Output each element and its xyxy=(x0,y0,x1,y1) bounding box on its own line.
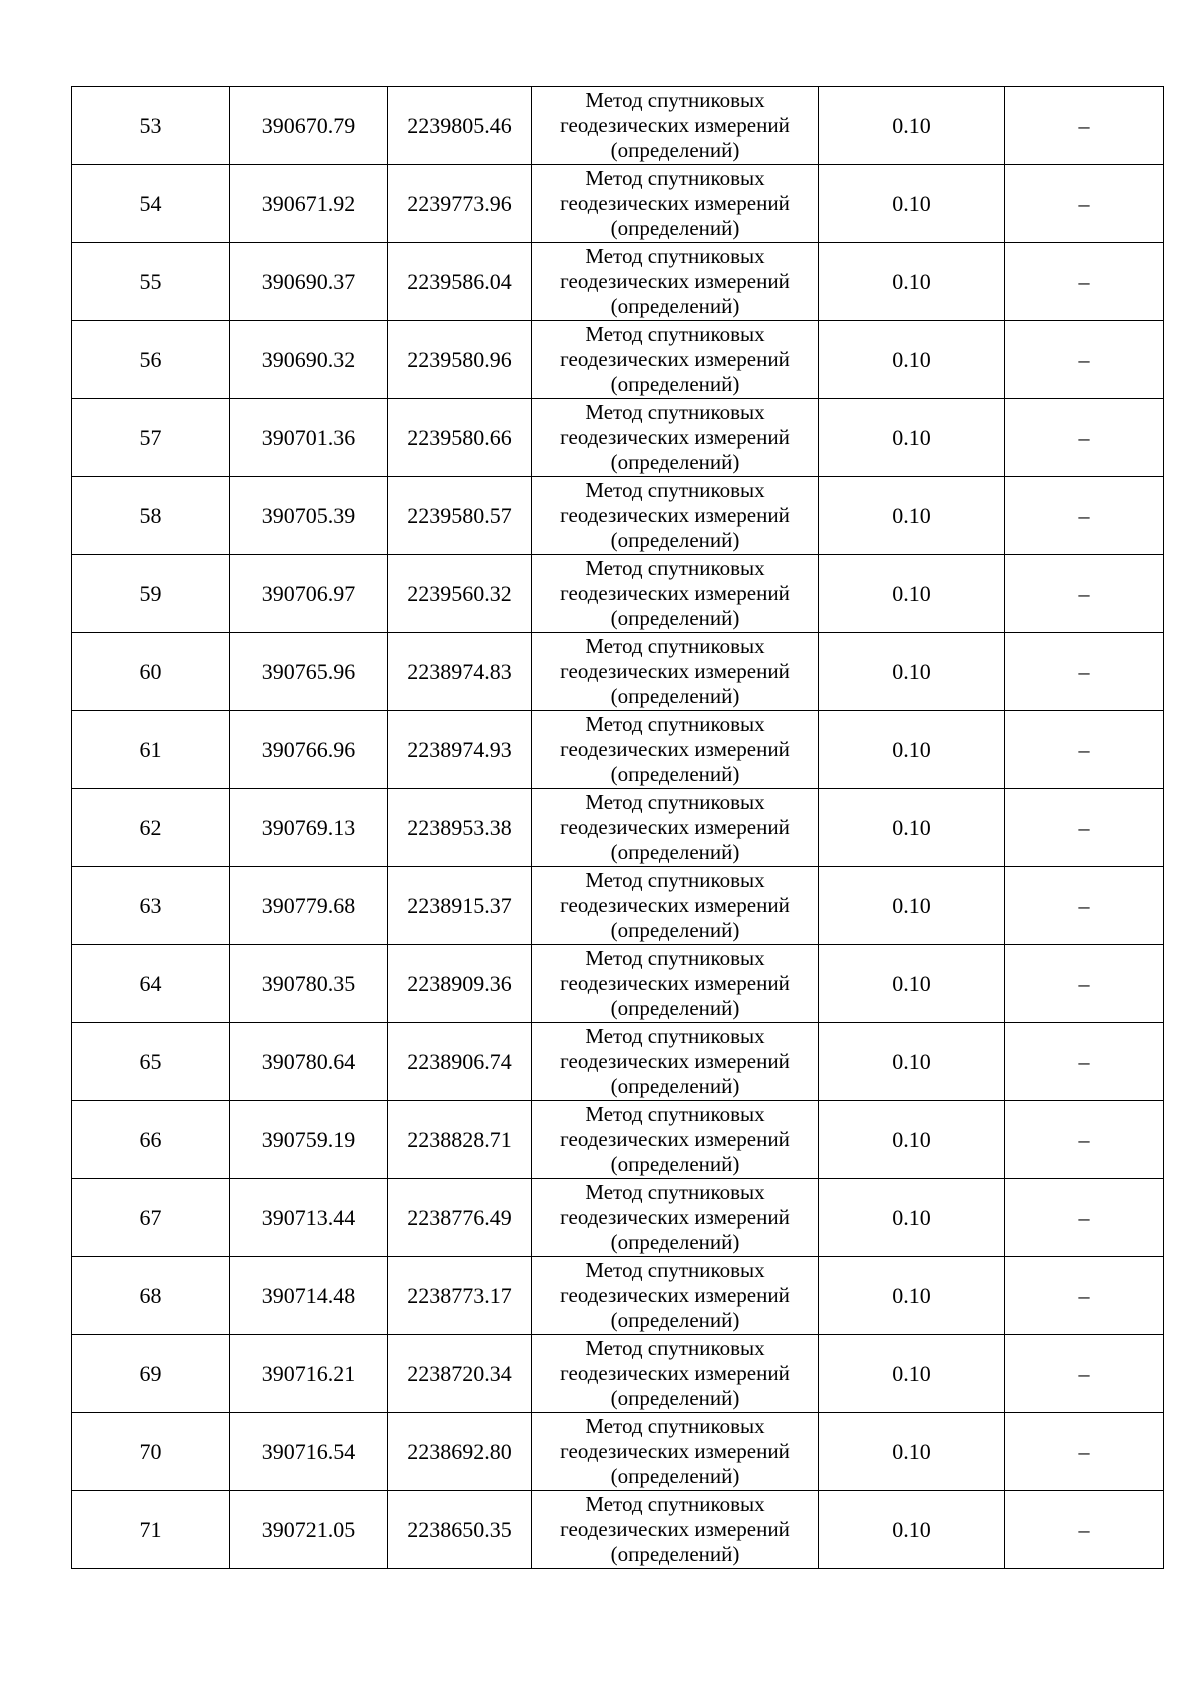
table-row xyxy=(72,867,1164,945)
note-cell: – xyxy=(1005,1023,1164,1101)
x-coordinate-cell: 390780.35 xyxy=(230,945,388,1023)
accuracy-cell: 0.10 xyxy=(819,1413,1005,1491)
table-row xyxy=(72,1023,1164,1101)
x-coordinate-cell: 390769.13 xyxy=(230,789,388,867)
note-cell: – xyxy=(1005,555,1164,633)
table-row xyxy=(72,1179,1164,1257)
x-coordinate-cell: 390759.19 xyxy=(230,1101,388,1179)
y-coordinate-cell: 2239805.46 xyxy=(388,87,532,165)
point-number-cell: 71 xyxy=(72,1491,230,1569)
x-coordinate-cell: 390766.96 xyxy=(230,711,388,789)
method-cell: Метод спутниковых геодезических измерений (определений) xyxy=(532,399,819,477)
x-coordinate-cell: 390706.97 xyxy=(230,555,388,633)
y-coordinate-cell: 2238906.74 xyxy=(388,1023,532,1101)
method-cell: Метод спутниковых геодезических измерений (определений) xyxy=(532,1413,819,1491)
table-row xyxy=(72,555,1164,633)
x-coordinate-cell: 390705.39 xyxy=(230,477,388,555)
accuracy-cell: 0.10 xyxy=(819,633,1005,711)
note-cell: – xyxy=(1005,399,1164,477)
note-cell: – xyxy=(1005,1179,1164,1257)
accuracy-cell: 0.10 xyxy=(819,945,1005,1023)
coordinates-table-body xyxy=(72,87,1164,1569)
accuracy-cell: 0.10 xyxy=(819,87,1005,165)
y-coordinate-cell: 2238776.49 xyxy=(388,1179,532,1257)
point-number-cell: 69 xyxy=(72,1335,230,1413)
point-number-cell: 62 xyxy=(72,789,230,867)
x-coordinate-cell: 390716.54 xyxy=(230,1413,388,1491)
accuracy-cell: 0.10 xyxy=(819,321,1005,399)
table-row xyxy=(72,1257,1164,1335)
table-row xyxy=(72,1491,1164,1569)
y-coordinate-cell: 2238915.37 xyxy=(388,867,532,945)
table-row xyxy=(72,1413,1164,1491)
x-coordinate-cell: 390670.79 xyxy=(230,87,388,165)
x-coordinate-cell: 390716.21 xyxy=(230,1335,388,1413)
point-number-cell: 56 xyxy=(72,321,230,399)
y-coordinate-cell: 2239560.32 xyxy=(388,555,532,633)
x-coordinate-cell: 390671.92 xyxy=(230,165,388,243)
point-number-cell: 59 xyxy=(72,555,230,633)
method-cell: Метод спутниковых геодезических измерений (определений) xyxy=(532,945,819,1023)
point-number-cell: 63 xyxy=(72,867,230,945)
x-coordinate-cell: 390714.48 xyxy=(230,1257,388,1335)
note-cell: – xyxy=(1005,87,1164,165)
method-cell: Метод спутниковых геодезических измерений (определений) xyxy=(532,867,819,945)
accuracy-cell: 0.10 xyxy=(819,1491,1005,1569)
method-cell: Метод спутниковых геодезических измерений (определений) xyxy=(532,165,819,243)
x-coordinate-cell: 390690.37 xyxy=(230,243,388,321)
x-coordinate-cell: 390721.05 xyxy=(230,1491,388,1569)
x-coordinate-cell: 390765.96 xyxy=(230,633,388,711)
accuracy-cell: 0.10 xyxy=(819,555,1005,633)
method-cell: Метод спутниковых геодезических измерений (определений) xyxy=(532,87,819,165)
method-cell: Метод спутниковых геодезических измерений (определений) xyxy=(532,1023,819,1101)
accuracy-cell: 0.10 xyxy=(819,1335,1005,1413)
accuracy-cell: 0.10 xyxy=(819,1023,1005,1101)
point-number-cell: 54 xyxy=(72,165,230,243)
note-cell: – xyxy=(1005,867,1164,945)
method-cell: Метод спутниковых геодезических измерений (определений) xyxy=(532,1257,819,1335)
y-coordinate-cell: 2238720.34 xyxy=(388,1335,532,1413)
accuracy-cell: 0.10 xyxy=(819,711,1005,789)
method-cell: Метод спутниковых геодезических измерений (определений) xyxy=(532,711,819,789)
y-coordinate-cell: 2238974.93 xyxy=(388,711,532,789)
table-row xyxy=(72,789,1164,867)
table-row xyxy=(72,399,1164,477)
y-coordinate-cell: 2239586.04 xyxy=(388,243,532,321)
note-cell: – xyxy=(1005,477,1164,555)
method-cell: Метод спутниковых геодезических измерений (определений) xyxy=(532,1335,819,1413)
accuracy-cell: 0.10 xyxy=(819,1101,1005,1179)
y-coordinate-cell: 2238692.80 xyxy=(388,1413,532,1491)
note-cell: – xyxy=(1005,321,1164,399)
x-coordinate-cell: 390690.32 xyxy=(230,321,388,399)
y-coordinate-cell: 2239773.96 xyxy=(388,165,532,243)
table-row xyxy=(72,243,1164,321)
method-cell: Метод спутниковых геодезических измерений (определений) xyxy=(532,633,819,711)
table-row xyxy=(72,321,1164,399)
note-cell: – xyxy=(1005,1491,1164,1569)
table-row xyxy=(72,633,1164,711)
method-cell: Метод спутниковых геодезических измерений (определений) xyxy=(532,1179,819,1257)
table-row xyxy=(72,945,1164,1023)
accuracy-cell: 0.10 xyxy=(819,867,1005,945)
point-number-cell: 68 xyxy=(72,1257,230,1335)
point-number-cell: 60 xyxy=(72,633,230,711)
table-row xyxy=(72,165,1164,243)
note-cell: – xyxy=(1005,243,1164,321)
method-cell: Метод спутниковых геодезических измерений (определений) xyxy=(532,477,819,555)
x-coordinate-cell: 390701.36 xyxy=(230,399,388,477)
accuracy-cell: 0.10 xyxy=(819,165,1005,243)
y-coordinate-cell: 2238650.35 xyxy=(388,1491,532,1569)
method-cell: Метод спутниковых геодезических измерений (определений) xyxy=(532,1491,819,1569)
point-number-cell: 70 xyxy=(72,1413,230,1491)
y-coordinate-cell: 2238773.17 xyxy=(388,1257,532,1335)
table-row xyxy=(72,87,1164,165)
method-cell: Метод спутниковых геодезических измерений (определений) xyxy=(532,789,819,867)
note-cell: – xyxy=(1005,1257,1164,1335)
y-coordinate-cell: 2239580.57 xyxy=(388,477,532,555)
y-coordinate-cell: 2238909.36 xyxy=(388,945,532,1023)
accuracy-cell: 0.10 xyxy=(819,477,1005,555)
accuracy-cell: 0.10 xyxy=(819,243,1005,321)
point-number-cell: 55 xyxy=(72,243,230,321)
y-coordinate-cell: 2238974.83 xyxy=(388,633,532,711)
note-cell: – xyxy=(1005,789,1164,867)
coordinates-table xyxy=(71,86,1164,1569)
table-row xyxy=(72,1101,1164,1179)
table-row xyxy=(72,477,1164,555)
y-coordinate-cell: 2239580.96 xyxy=(388,321,532,399)
method-cell: Метод спутниковых геодезических измерений (определений) xyxy=(532,555,819,633)
point-number-cell: 61 xyxy=(72,711,230,789)
x-coordinate-cell: 390780.64 xyxy=(230,1023,388,1101)
note-cell: – xyxy=(1005,1413,1164,1491)
x-coordinate-cell: 390713.44 xyxy=(230,1179,388,1257)
method-cell: Метод спутниковых геодезических измерений (определений) xyxy=(532,243,819,321)
accuracy-cell: 0.10 xyxy=(819,1179,1005,1257)
x-coordinate-cell: 390779.68 xyxy=(230,867,388,945)
point-number-cell: 66 xyxy=(72,1101,230,1179)
note-cell: – xyxy=(1005,945,1164,1023)
note-cell: – xyxy=(1005,1335,1164,1413)
table-row xyxy=(72,711,1164,789)
note-cell: – xyxy=(1005,633,1164,711)
point-number-cell: 53 xyxy=(72,87,230,165)
point-number-cell: 65 xyxy=(72,1023,230,1101)
method-cell: Метод спутниковых геодезических измерений (определений) xyxy=(532,321,819,399)
point-number-cell: 67 xyxy=(72,1179,230,1257)
note-cell: – xyxy=(1005,1101,1164,1179)
table-row xyxy=(72,1335,1164,1413)
y-coordinate-cell: 2238953.38 xyxy=(388,789,532,867)
note-cell: – xyxy=(1005,165,1164,243)
y-coordinate-cell: 2239580.66 xyxy=(388,399,532,477)
point-number-cell: 64 xyxy=(72,945,230,1023)
y-coordinate-cell: 2238828.71 xyxy=(388,1101,532,1179)
accuracy-cell: 0.10 xyxy=(819,789,1005,867)
point-number-cell: 57 xyxy=(72,399,230,477)
method-cell: Метод спутниковых геодезических измерений (определений) xyxy=(532,1101,819,1179)
note-cell: – xyxy=(1005,711,1164,789)
accuracy-cell: 0.10 xyxy=(819,399,1005,477)
accuracy-cell: 0.10 xyxy=(819,1257,1005,1335)
point-number-cell: 58 xyxy=(72,477,230,555)
